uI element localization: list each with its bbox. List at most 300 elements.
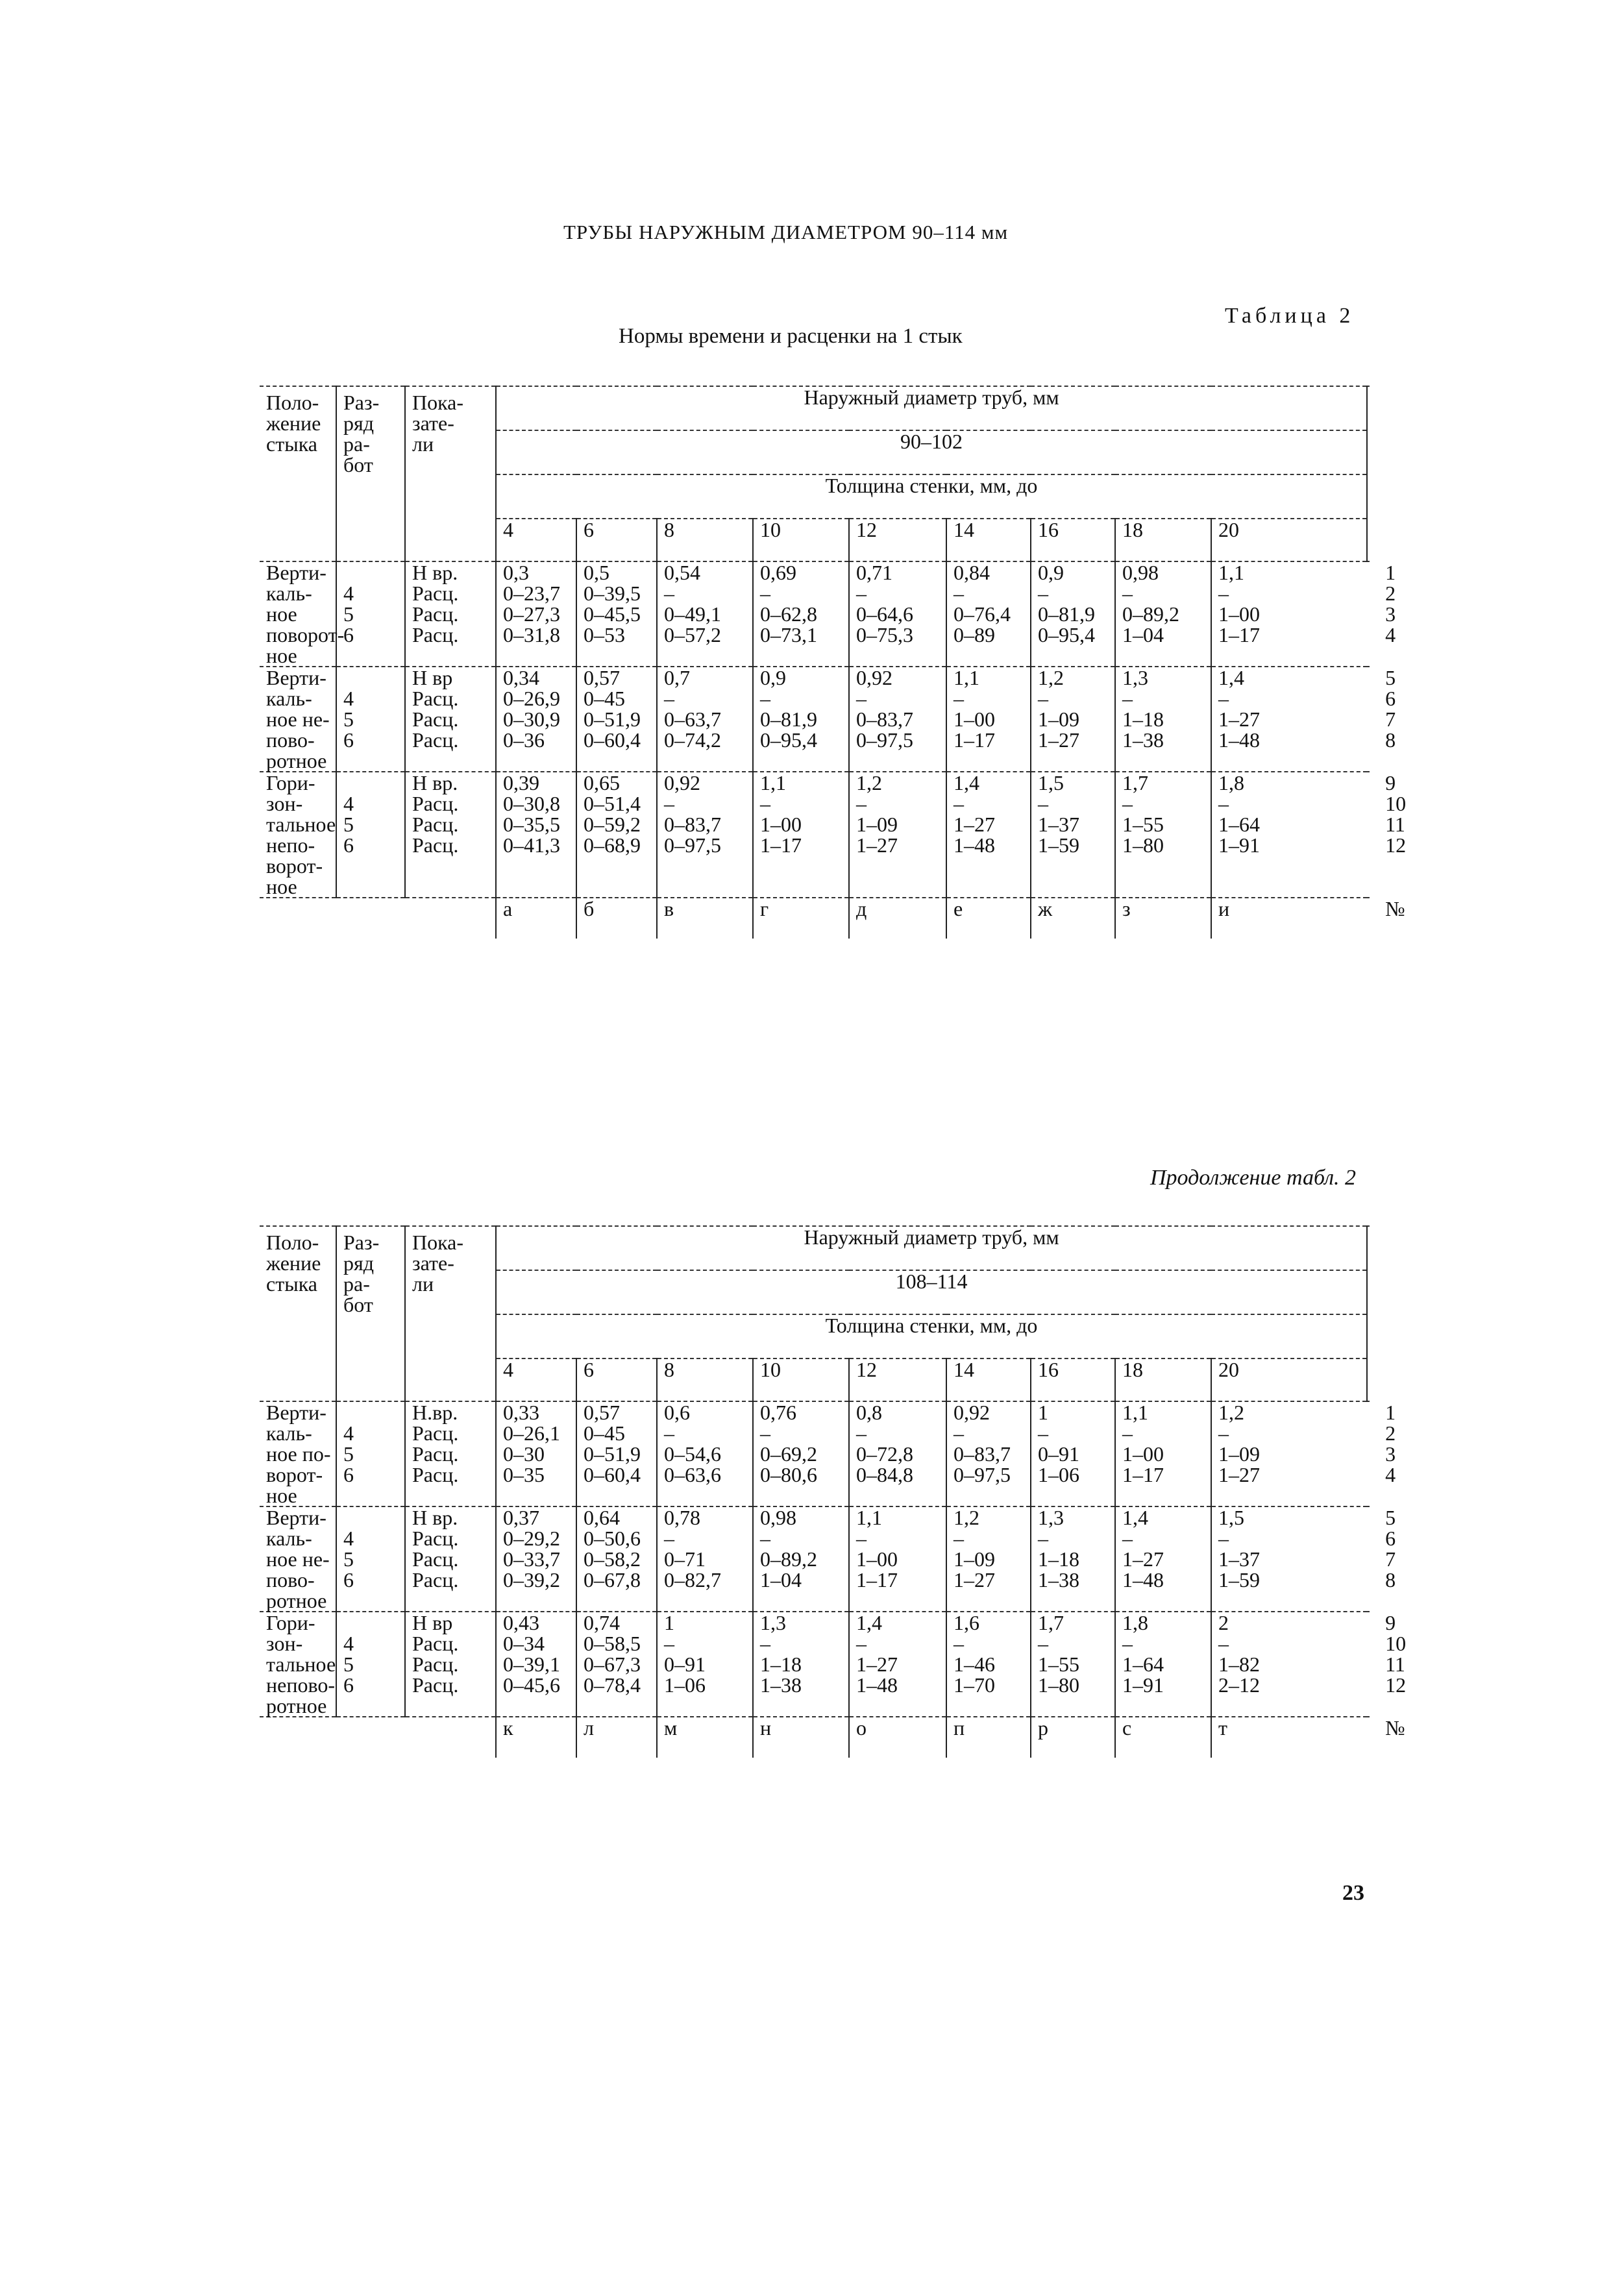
value-line: 1–64 bbox=[1218, 813, 1260, 836]
joint-position-line: ное bbox=[266, 602, 297, 626]
value-line: 0–91 bbox=[1038, 1442, 1079, 1466]
value-cell bbox=[576, 667, 657, 772]
indicator-line: Расц. bbox=[412, 582, 459, 605]
value-cell bbox=[946, 772, 1031, 898]
value-cell bbox=[849, 1612, 946, 1717]
value-cell bbox=[753, 1612, 849, 1717]
value-line: 1–55 bbox=[1038, 1653, 1079, 1676]
header-wall: Толщина стенки, мм, до bbox=[496, 474, 1367, 519]
value-line: 1,7 bbox=[1038, 1611, 1064, 1634]
value-line: 0–58,2 bbox=[584, 1547, 641, 1571]
value-line: 0,7 bbox=[664, 666, 690, 689]
value-cell bbox=[576, 1506, 657, 1612]
joint-position-line: зон- bbox=[266, 792, 303, 815]
value-cell bbox=[496, 667, 576, 772]
value-cell bbox=[496, 1401, 576, 1506]
value-line: 0,37 bbox=[503, 1506, 539, 1529]
value-line: 0–45,6 bbox=[503, 1673, 560, 1697]
value-line: 1,2 bbox=[1218, 1401, 1244, 1424]
value-line: 1,8 bbox=[1218, 771, 1244, 794]
value-line: 1–64 bbox=[1122, 1653, 1164, 1676]
column-letter: т bbox=[1211, 1717, 1367, 1758]
joint-position-line: ное не- bbox=[266, 1547, 330, 1571]
value-line: 0,69 bbox=[760, 561, 796, 584]
value-line: 0–81,9 bbox=[760, 707, 817, 731]
value-cell bbox=[849, 667, 946, 772]
value-line: 1,4 bbox=[1218, 666, 1244, 689]
indicator-line: Н.вр. bbox=[412, 1401, 458, 1424]
value-line: 1–04 bbox=[1122, 623, 1164, 646]
value-line: – bbox=[1122, 1632, 1133, 1655]
value-line: – bbox=[953, 1632, 964, 1655]
work-grade-line bbox=[343, 1612, 404, 1633]
indicator bbox=[405, 1401, 496, 1506]
value-line: 0–30 bbox=[503, 1442, 545, 1466]
value-cell bbox=[657, 1506, 753, 1612]
value-cell bbox=[1211, 772, 1367, 898]
header-blank bbox=[1367, 386, 1370, 561]
value-line: 0,39 bbox=[503, 771, 539, 794]
value-line: 1–27 bbox=[1122, 1547, 1164, 1571]
indicator-line: Расц. bbox=[412, 1632, 459, 1655]
joint-position bbox=[260, 772, 336, 898]
value-cell bbox=[496, 1506, 576, 1612]
value-line: 1–18 bbox=[1038, 1547, 1079, 1571]
work-grade-line: 6 bbox=[343, 1673, 354, 1697]
indicator-line: Расц. bbox=[412, 728, 459, 752]
value-line: 1 bbox=[1038, 1401, 1048, 1424]
value-line: 0,65 bbox=[584, 771, 620, 794]
value-line: 0,9 bbox=[760, 666, 786, 689]
value-line: 1,5 bbox=[1218, 1506, 1244, 1529]
indicator-line: Расц. bbox=[412, 1653, 459, 1676]
row-numbers: 9 10 11 12 bbox=[1367, 1612, 1370, 1717]
value-line: – bbox=[1218, 1632, 1229, 1655]
header-row bbox=[260, 386, 1370, 430]
column-letter-row bbox=[260, 1717, 1370, 1758]
value-line: 1,4 bbox=[856, 1611, 882, 1634]
indicator-line: Расц. bbox=[412, 813, 459, 836]
header-position-line: Поло- bbox=[266, 1231, 319, 1254]
header-grade-line: Раз- bbox=[343, 391, 380, 414]
indicator-line: Н вр bbox=[412, 666, 453, 689]
value-line: – bbox=[664, 1632, 674, 1655]
value-cell bbox=[576, 1401, 657, 1506]
value-cell bbox=[496, 772, 576, 898]
value-line: 0–58,5 bbox=[584, 1632, 641, 1655]
value-line: 0–91 bbox=[664, 1653, 706, 1676]
value-cell bbox=[1031, 1612, 1115, 1717]
value-line: 0–73,1 bbox=[760, 623, 817, 646]
joint-position-line: каль- bbox=[266, 687, 312, 710]
value-line: 1–27 bbox=[1218, 1463, 1260, 1486]
wall-thickness-col: 16 bbox=[1031, 519, 1115, 561]
column-letter: ж bbox=[1031, 898, 1115, 939]
value-line: 1–82 bbox=[1218, 1653, 1260, 1676]
value-line: 1,3 bbox=[760, 1611, 786, 1634]
value-line: 0–83,7 bbox=[664, 813, 721, 836]
value-line: 1–00 bbox=[953, 707, 995, 731]
wall-thickness-col: 18 bbox=[1115, 519, 1211, 561]
value-line: 1–91 bbox=[1218, 833, 1260, 857]
value-line: 1–06 bbox=[664, 1673, 706, 1697]
work-grade-line: 6 bbox=[343, 623, 354, 646]
value-line: – bbox=[1038, 792, 1048, 815]
column-letter: а bbox=[496, 898, 576, 939]
value-line: 0–81,9 bbox=[1038, 602, 1095, 626]
column-letter: з bbox=[1115, 898, 1211, 939]
header-blank bbox=[1367, 1226, 1370, 1401]
value-line: 1,7 bbox=[1122, 771, 1148, 794]
value-line: 0,6 bbox=[664, 1401, 690, 1424]
wall-thickness-col: 4 bbox=[496, 1358, 576, 1401]
wall-thickness-col: 14 bbox=[946, 519, 1031, 561]
value-line: 0,54 bbox=[664, 561, 700, 584]
value-line: 1,2 bbox=[953, 1506, 979, 1529]
value-line: 0–45 bbox=[584, 1421, 625, 1445]
work-grade-line: 5 bbox=[343, 1442, 354, 1466]
value-line: – bbox=[1038, 1421, 1048, 1445]
joint-position-line: Верти- bbox=[266, 666, 326, 689]
joint-position-line: ное не- bbox=[266, 707, 330, 731]
value-line: – bbox=[1218, 582, 1229, 605]
value-cell bbox=[1031, 1401, 1115, 1506]
value-cell bbox=[753, 1401, 849, 1506]
value-line: 1–27 bbox=[953, 1568, 995, 1592]
indicator-line: Расц. bbox=[412, 1547, 459, 1571]
row-numbers: 1 2 3 4 bbox=[1367, 561, 1370, 667]
value-line: 0–39,1 bbox=[503, 1653, 560, 1676]
header-index-line: зате- bbox=[412, 412, 454, 435]
value-line: – bbox=[1122, 1421, 1133, 1445]
value-line: 0–23,7 bbox=[503, 582, 560, 605]
value-cell bbox=[576, 561, 657, 667]
value-line: 0,33 bbox=[503, 1401, 539, 1424]
value-line: 0–71 bbox=[664, 1547, 706, 1571]
value-line: – bbox=[760, 792, 770, 815]
header-range: 108–114 bbox=[496, 1270, 1367, 1314]
value-line: 1–27 bbox=[856, 1653, 898, 1676]
value-line: 0–75,3 bbox=[856, 623, 913, 646]
value-line: 0–63,7 bbox=[664, 707, 721, 731]
value-line: 0,8 bbox=[856, 1401, 882, 1424]
value-cell bbox=[753, 561, 849, 667]
wall-thickness-col: 6 bbox=[576, 519, 657, 561]
work-grade-line: 6 bbox=[343, 1463, 354, 1486]
value-line: 1–18 bbox=[1122, 707, 1164, 731]
joint-position-line: Верти- bbox=[266, 561, 326, 584]
value-line: 1,4 bbox=[953, 771, 979, 794]
value-line: 1–37 bbox=[1218, 1547, 1260, 1571]
value-cell bbox=[849, 561, 946, 667]
column-letter: в bbox=[657, 898, 753, 939]
work-grade-line: 4 bbox=[343, 1527, 354, 1550]
header-grade-line: Раз- bbox=[343, 1231, 380, 1254]
work-grade bbox=[336, 772, 405, 898]
value-line: 1,1 bbox=[760, 771, 786, 794]
value-line: 0,64 bbox=[584, 1506, 620, 1529]
joint-position-line: непово- bbox=[266, 1673, 335, 1697]
value-line: 1–00 bbox=[856, 1547, 898, 1571]
value-line: 0,84 bbox=[953, 561, 990, 584]
value-cell bbox=[1115, 1506, 1211, 1612]
value-line: 0,34 bbox=[503, 666, 539, 689]
value-line: 0,71 bbox=[856, 561, 892, 584]
value-line: 1–09 bbox=[856, 813, 898, 836]
value-line: – bbox=[953, 1421, 964, 1445]
value-line: 1–09 bbox=[1038, 707, 1079, 731]
value-line: – bbox=[664, 792, 674, 815]
indicator-line: Расц. bbox=[412, 623, 459, 646]
header-grade-line: ра- bbox=[343, 1272, 370, 1296]
value-line: 1–00 bbox=[1122, 1442, 1164, 1466]
header-index bbox=[405, 1226, 496, 1401]
value-line: – bbox=[1038, 582, 1048, 605]
joint-position-line: пово- bbox=[266, 728, 315, 752]
value-line: 1–80 bbox=[1122, 833, 1164, 857]
header-index-line: Пока- bbox=[412, 391, 464, 414]
joint-position-row bbox=[260, 1401, 1370, 1506]
value-line: 0–67,3 bbox=[584, 1653, 641, 1676]
header-position bbox=[260, 386, 336, 561]
value-cell bbox=[1115, 1401, 1211, 1506]
joint-position bbox=[260, 1612, 336, 1717]
value-cell bbox=[657, 561, 753, 667]
header-position-line: жение bbox=[266, 412, 321, 435]
wall-thickness-col: 12 bbox=[849, 1358, 946, 1401]
work-grade-line bbox=[343, 1507, 404, 1528]
value-line: 1–91 bbox=[1122, 1673, 1164, 1697]
work-grade-line: 5 bbox=[343, 1547, 354, 1571]
joint-position-row bbox=[260, 1612, 1370, 1717]
value-line: 1–27 bbox=[1218, 707, 1260, 731]
value-line: – bbox=[856, 1527, 867, 1550]
value-line: 0–34 bbox=[503, 1632, 545, 1655]
indicator bbox=[405, 1506, 496, 1612]
value-line: 1–04 bbox=[760, 1568, 802, 1592]
value-line: 0,5 bbox=[584, 561, 609, 584]
value-line: 1–17 bbox=[1218, 623, 1260, 646]
table-caption: Нормы времени и расценки на 1 стык bbox=[619, 325, 963, 348]
joint-position-line: ное bbox=[266, 875, 297, 898]
value-cell bbox=[1031, 772, 1115, 898]
value-line: 1–17 bbox=[760, 833, 802, 857]
work-grade bbox=[336, 561, 405, 667]
value-line: 0–26,1 bbox=[503, 1421, 560, 1445]
value-line: – bbox=[953, 1527, 964, 1550]
value-line: 0,3 bbox=[503, 561, 529, 584]
value-line: 2–12 bbox=[1218, 1673, 1260, 1697]
joint-position-line: ротное bbox=[266, 1589, 327, 1612]
work-grade-line: 4 bbox=[343, 582, 354, 605]
indicator-line: Расц. bbox=[412, 1527, 459, 1550]
header-wall: Толщина стенки, мм, до bbox=[496, 1314, 1367, 1358]
column-letter: д bbox=[849, 898, 946, 939]
indicator bbox=[405, 561, 496, 667]
value-line: 0–84,8 bbox=[856, 1463, 913, 1486]
joint-position-line: зон- bbox=[266, 1632, 303, 1655]
value-line: 0–83,7 bbox=[856, 707, 913, 731]
row-numbers: 1 2 3 4 bbox=[1367, 1401, 1370, 1506]
value-cell bbox=[1115, 561, 1211, 667]
header-grade-line: ряд bbox=[343, 412, 374, 435]
value-line: 0–53 bbox=[584, 623, 625, 646]
wall-thickness-col: 4 bbox=[496, 519, 576, 561]
value-line: 0,43 bbox=[503, 1611, 539, 1634]
value-line: 0–51,9 bbox=[584, 707, 641, 731]
work-grade-line: 5 bbox=[343, 602, 354, 626]
header-grade bbox=[336, 1226, 405, 1401]
joint-position-line: каль- bbox=[266, 582, 312, 605]
joint-position-line: ротное bbox=[266, 749, 327, 772]
value-line: – bbox=[856, 687, 867, 710]
column-letter: р bbox=[1031, 1717, 1115, 1758]
value-line: 1–38 bbox=[760, 1673, 802, 1697]
value-line: 0,92 bbox=[856, 666, 892, 689]
value-line: – bbox=[953, 687, 964, 710]
work-grade-line: 6 bbox=[343, 728, 354, 752]
joint-position-line: Гори- bbox=[266, 771, 315, 794]
value-line: 1,3 bbox=[1122, 666, 1148, 689]
indicator-line: Н вр. bbox=[412, 561, 458, 584]
value-line: 1–17 bbox=[953, 728, 995, 752]
indicator-line: Расц. bbox=[412, 687, 459, 710]
value-line: 0–63,6 bbox=[664, 1463, 721, 1486]
value-line: 0,78 bbox=[664, 1506, 700, 1529]
value-line: 0–26,9 bbox=[503, 687, 560, 710]
value-line: 0–82,7 bbox=[664, 1568, 721, 1592]
value-line: 0–33,7 bbox=[503, 1547, 560, 1571]
value-line: 0–50,6 bbox=[584, 1527, 641, 1550]
value-line: 0–78,4 bbox=[584, 1673, 641, 1697]
value-line: 0–80,6 bbox=[760, 1463, 817, 1486]
column-letter: г bbox=[753, 898, 849, 939]
column-letter: н bbox=[753, 1717, 849, 1758]
value-line: 0–89,2 bbox=[1122, 602, 1179, 626]
wall-thickness-col: 10 bbox=[753, 1358, 849, 1401]
number-label: № bbox=[1367, 898, 1370, 939]
value-line: 1,5 bbox=[1038, 771, 1064, 794]
value-line: 1–48 bbox=[1218, 728, 1260, 752]
indicator-line: Расц. bbox=[412, 1673, 459, 1697]
header-diameter: Наружный диаметр труб, мм bbox=[496, 386, 1367, 430]
value-line: 1–06 bbox=[1038, 1463, 1079, 1486]
value-line: 0–45,5 bbox=[584, 602, 641, 626]
joint-position-line: непо- bbox=[266, 833, 315, 857]
wall-thickness-col: 12 bbox=[849, 519, 946, 561]
norms-table-108-114 bbox=[260, 1225, 1407, 1758]
value-cell bbox=[657, 667, 753, 772]
value-line: 1–48 bbox=[856, 1673, 898, 1697]
column-letter: о bbox=[849, 1717, 946, 1758]
work-grade bbox=[336, 667, 405, 772]
value-line: 1–37 bbox=[1038, 813, 1079, 836]
footer-blank bbox=[336, 898, 405, 939]
value-line: 1–09 bbox=[1218, 1442, 1260, 1466]
value-line: 0–72,8 bbox=[856, 1442, 913, 1466]
indicator-line: Н вр. bbox=[412, 771, 458, 794]
joint-position-line: ное bbox=[266, 644, 297, 667]
header-index-line: Пока- bbox=[412, 1231, 464, 1254]
value-line: 0–31,8 bbox=[503, 623, 560, 646]
value-line: 0–74,2 bbox=[664, 728, 721, 752]
joint-position-line: ротное bbox=[266, 1694, 327, 1717]
wall-thickness-col: 20 bbox=[1211, 1358, 1367, 1401]
value-line: 0–97,5 bbox=[664, 833, 721, 857]
footer-blank bbox=[405, 898, 496, 939]
value-cell bbox=[496, 1612, 576, 1717]
indicator-line: Расц. bbox=[412, 707, 459, 731]
value-line: 0–29,2 bbox=[503, 1527, 560, 1550]
joint-position-row bbox=[260, 1506, 1370, 1612]
table-number: Таблица 2 bbox=[1225, 304, 1355, 328]
work-grade-line: 6 bbox=[343, 1568, 354, 1592]
indicator-line: Расц. bbox=[412, 1421, 459, 1445]
indicator-line: Н вр. bbox=[412, 1506, 458, 1529]
value-line: 1–38 bbox=[1122, 728, 1164, 752]
value-line: 1,1 bbox=[1122, 1401, 1148, 1424]
row-numbers: 9 10 11 12 bbox=[1367, 772, 1370, 898]
value-line: 1,2 bbox=[1038, 666, 1064, 689]
value-line: 1–18 bbox=[760, 1653, 802, 1676]
value-line: 1,1 bbox=[953, 666, 979, 689]
indicator-line: Расц. bbox=[412, 792, 459, 815]
value-line: 0–39,5 bbox=[584, 582, 641, 605]
joint-position-line: ворот- bbox=[266, 1463, 323, 1486]
column-letter: п bbox=[946, 1717, 1031, 1758]
header-index-line: ли bbox=[412, 1272, 434, 1296]
column-letter: и bbox=[1211, 898, 1367, 939]
value-cell bbox=[1211, 667, 1367, 772]
joint-position-line: каль- bbox=[266, 1421, 312, 1445]
work-grade-line: 5 bbox=[343, 707, 354, 731]
value-line: – bbox=[856, 1632, 867, 1655]
joint-position-line: Верти- bbox=[266, 1401, 326, 1424]
header-grade-line: ряд bbox=[343, 1251, 374, 1275]
value-line: 0–30,9 bbox=[503, 707, 560, 731]
value-line: 0–51,9 bbox=[584, 1442, 641, 1466]
value-line: 1,2 bbox=[856, 771, 882, 794]
joint-position-line: тальное bbox=[266, 1653, 336, 1676]
value-line: 1,8 bbox=[1122, 1611, 1148, 1634]
wall-thickness-col: 20 bbox=[1211, 519, 1367, 561]
header-position-line: стыка bbox=[266, 1272, 317, 1296]
value-line: – bbox=[1218, 687, 1229, 710]
column-letter: к bbox=[496, 1717, 576, 1758]
value-line: 0–97,5 bbox=[856, 728, 913, 752]
header-grade bbox=[336, 386, 405, 561]
value-line: 0,76 bbox=[760, 1401, 796, 1424]
value-line: – bbox=[760, 687, 770, 710]
value-line: 1,6 bbox=[953, 1611, 979, 1634]
value-cell bbox=[946, 667, 1031, 772]
value-cell bbox=[657, 1612, 753, 1717]
value-line: 0–51,4 bbox=[584, 792, 641, 815]
value-line: 1–59 bbox=[1218, 1568, 1260, 1592]
header-index-line: зате- bbox=[412, 1251, 454, 1275]
value-line: 0–89 bbox=[953, 623, 995, 646]
joint-position-line: каль- bbox=[266, 1527, 312, 1550]
value-line: – bbox=[856, 582, 867, 605]
indicator bbox=[405, 772, 496, 898]
wall-thickness-col: 8 bbox=[657, 519, 753, 561]
value-cell bbox=[1031, 1506, 1115, 1612]
wall-thickness-col: 6 bbox=[576, 1358, 657, 1401]
header-diameter: Наружный диаметр труб, мм bbox=[496, 1226, 1367, 1270]
value-cell bbox=[849, 772, 946, 898]
value-line: 0–76,4 bbox=[953, 602, 1011, 626]
joint-position bbox=[260, 1506, 336, 1612]
